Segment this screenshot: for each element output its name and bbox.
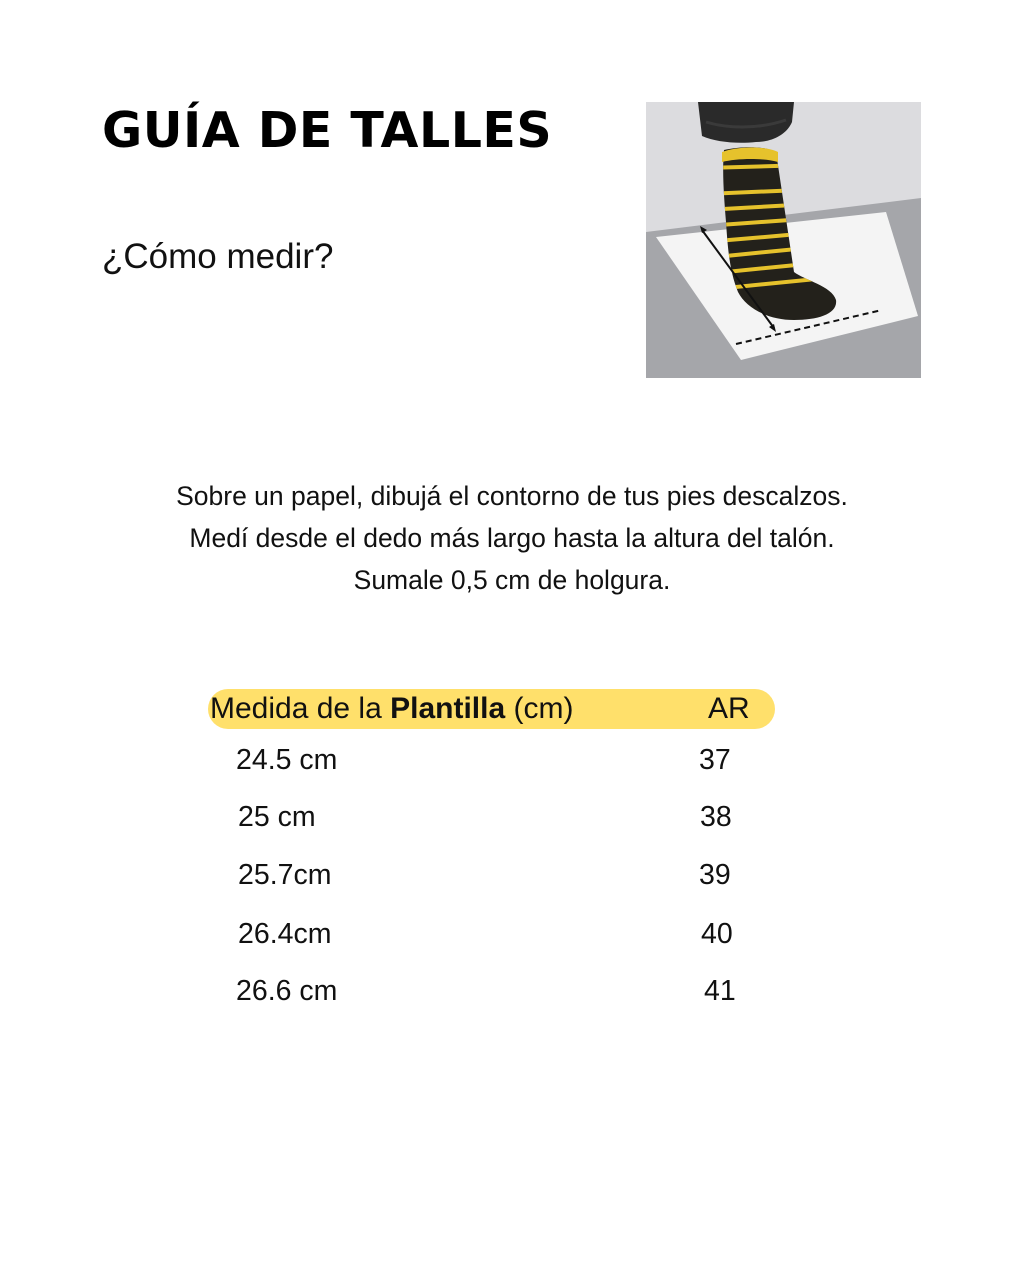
- foot-measuring-photo: [646, 102, 921, 378]
- ar-column-header: AR: [708, 692, 750, 725]
- page-title: GUÍA DE TALLES: [102, 102, 553, 159]
- instruction-line-1: Sobre un papel, dibujá el contorno de tus pies descalzos.: [176, 481, 848, 511]
- table-row-measure: 25.7cm: [238, 859, 332, 891]
- instruction-line-3: Sumale 0,5 cm de holgura.: [353, 565, 671, 595]
- table-row-ar: 37: [699, 744, 731, 776]
- measure-column-header: Medida de la Plantilla (cm): [210, 692, 574, 725]
- table-row-measure: 26.6 cm: [236, 975, 338, 1007]
- size-table-header: [208, 689, 775, 729]
- instruction-line-2: Medí desde el dedo más largo hasta la altura del talón.: [189, 523, 835, 553]
- table-row-ar: 41: [704, 975, 736, 1007]
- table-row-ar: 39: [699, 859, 731, 891]
- table-row-measure: 24.5 cm: [236, 744, 338, 776]
- table-row-measure: 26.4cm: [238, 918, 332, 950]
- page-subtitle: ¿Cómo medir?: [102, 237, 334, 276]
- measuring-instructions: [0, 475, 1024, 601]
- table-row-ar: 40: [701, 918, 733, 950]
- table-row-ar: 38: [700, 801, 732, 833]
- table-row-measure: 25 cm: [238, 801, 316, 833]
